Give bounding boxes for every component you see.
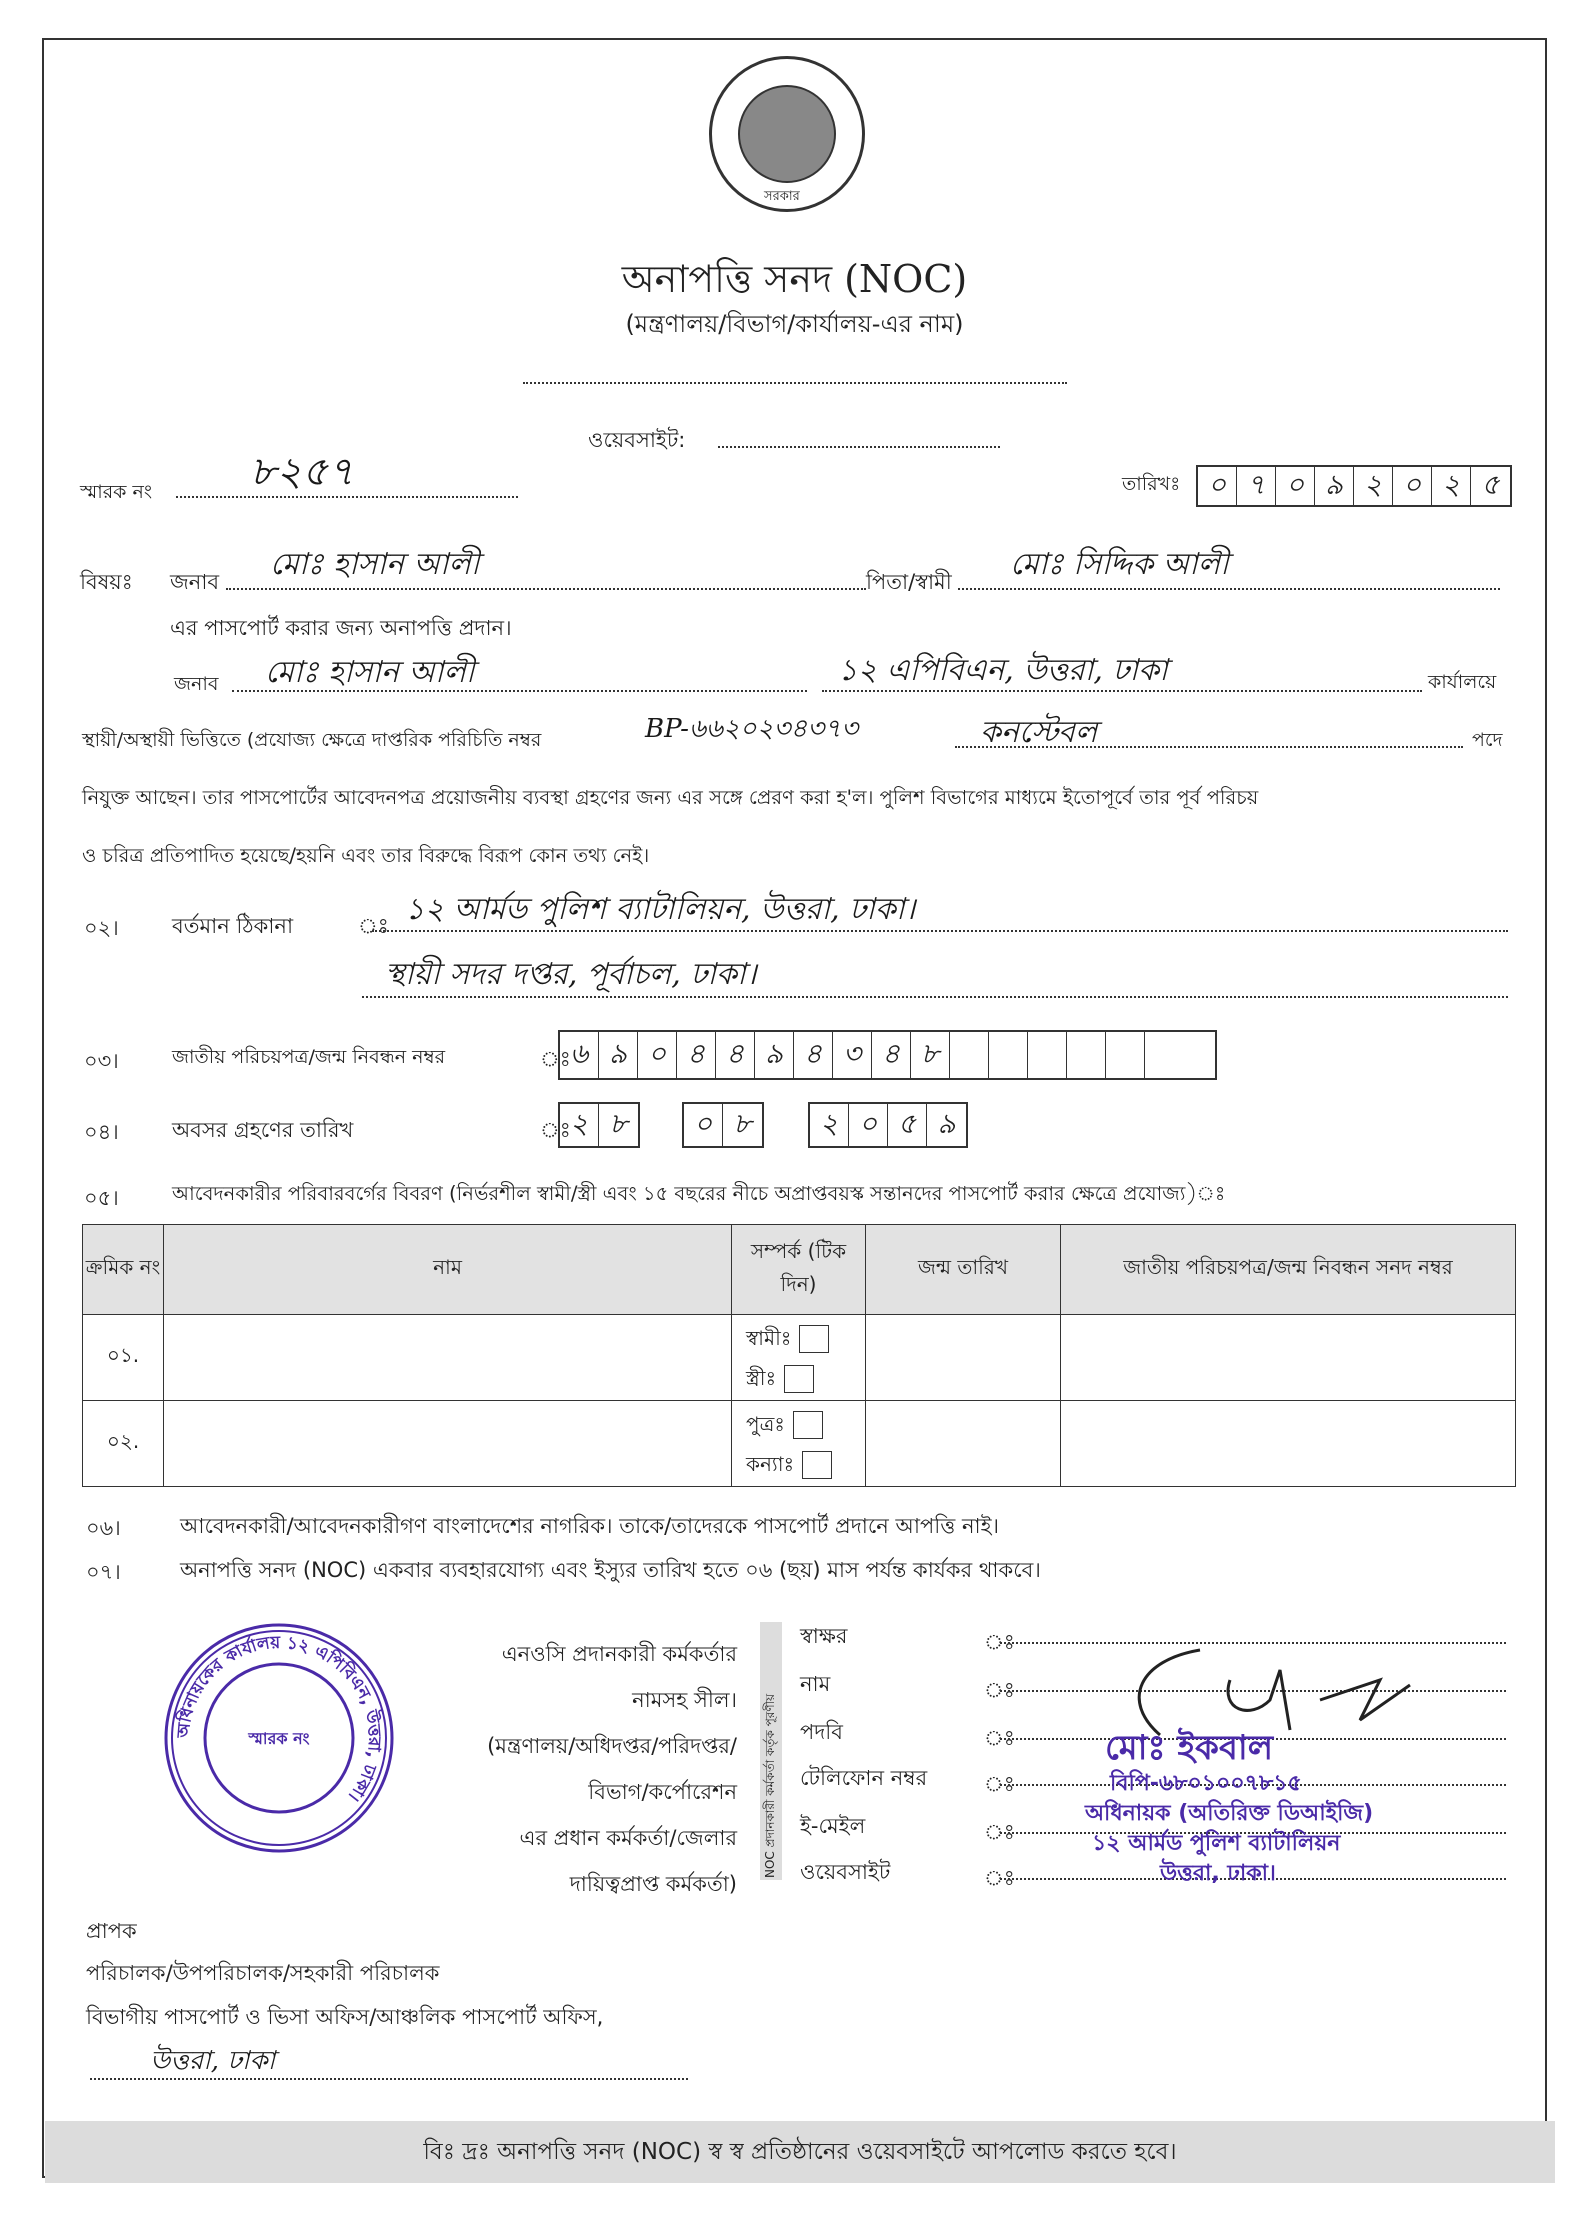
digit: ২	[560, 1104, 599, 1146]
item-number: ০৬।	[86, 1516, 121, 1540]
retirement-day-boxes	[558, 1102, 640, 1148]
digit	[950, 1032, 989, 1078]
seal-text: সরকার	[764, 189, 800, 204]
present-address: ১২ আর্মড পুলিশ ব্যাটালিয়ন, উত্তরা, ঢাকা।	[405, 892, 916, 927]
stamp-text-wrapper	[173, 1633, 385, 1805]
digit: ৪	[677, 1032, 716, 1078]
digit	[989, 1032, 1028, 1078]
family-details-label: আবেদনকারীর পরিবারবর্গের বিবরণ (নির্ভরশীল স্বামী/স্ত্রী এবং ১৫ বছরের নীচে অপ্রাপ্তবয়স্ক সন্তানদের পাসপোর্ট করার ক্ষেত্রে প্রযোজ্য)ঃ	[172, 1182, 1226, 1205]
page-title: অনাপত্তি সনদ (NOC)	[621, 257, 968, 301]
field-label: স্বাক্ষর	[800, 1624, 848, 1648]
item-number: ০২।	[84, 916, 119, 940]
recipient-line: বিভাগীয় পাসপোর্ট ও ভিসা অফিস/আঞ্চলিক পাসপোর্ট অফিস,	[86, 2005, 604, 2029]
colon: ঃ	[984, 1630, 1015, 1654]
father-name: মোঃ সিদ্দিক আলী	[1010, 547, 1229, 582]
col-nid: জাতীয় পরিচয়পত্র/জন্ম নিবন্ধন সনদ নম্বর	[1061, 1225, 1516, 1315]
digit: ০	[1276, 467, 1315, 505]
colon: ঃ	[984, 1726, 1015, 1750]
relation-label: স্বামীঃ	[746, 1325, 792, 1350]
janab-label: জনাব	[170, 570, 220, 594]
date-label: তারিখঃ	[1122, 473, 1181, 495]
stamp-line: অধিনায়ক (অতিরিক্ত ডিআইজি)	[1085, 1801, 1374, 1826]
nid-cell[interactable]	[1061, 1315, 1516, 1401]
digit: ৮	[733, 1106, 752, 1140]
strip-text: NOC প্রদানকারী কর্মকর্তা কর্তৃক পূরণীয়	[763, 1693, 777, 1878]
digit: ০	[849, 1104, 888, 1146]
recipient-label: প্রাপক	[86, 1919, 137, 1943]
item-number: ০৭।	[86, 1560, 121, 1584]
memo-label: স্মারক নং	[80, 481, 153, 503]
office-suffix: কার্যালয়ে	[1428, 671, 1497, 693]
digit: ২	[1354, 467, 1393, 505]
office-round-stamp	[163, 1622, 395, 1854]
name-cell[interactable]	[164, 1315, 732, 1401]
text-line: (মন্ত্রণালয়/অধিদপ্তর/পরিদপ্তর/	[487, 1734, 737, 1758]
colon: ঃ	[358, 914, 389, 938]
relation-label: স্ত্রীঃ	[746, 1365, 777, 1390]
digit: ৫	[1481, 467, 1500, 501]
validity-statement: অনাপত্তি সনদ (NOC) একবার ব্যবহারযোগ্য এবং ইস্যুর তারিখ হতে ০৬ (ছয়) মাস পর্যন্ত কার্যকর থাকবে।	[180, 1558, 1041, 1582]
father-label: পিতা/স্বামী	[866, 570, 952, 594]
footer-note-bar	[45, 2121, 1555, 2183]
retirement-month-boxes	[682, 1102, 764, 1148]
field-label: টেলিফোন নম্বর	[800, 1766, 928, 1790]
office-name: ১২ এপিবিএন, উত্তরা, ঢাকা	[838, 653, 1168, 688]
text-line: এনওসি প্রদানকারী কর্মকর্তার	[501, 1642, 737, 1666]
digit: ৬	[560, 1032, 599, 1078]
digit: ৪	[872, 1032, 911, 1078]
son-checkbox[interactable]	[793, 1411, 823, 1439]
col-relation: সম্পর্ক (টিক দিন)	[732, 1225, 866, 1315]
table-row	[83, 1315, 1516, 1401]
date-boxes	[1196, 465, 1512, 507]
footer-note: বিঃ দ্রঃ অনাপত্তি সনদ (NOC) স্ব স্ব প্রতিষ্ঠানের ওয়েবসাইটে আপলোড করতে হবে।	[423, 2138, 1177, 2165]
wife-checkbox[interactable]	[784, 1365, 814, 1393]
relation-label: পুত্রঃ	[746, 1411, 785, 1436]
stamp-line: ১২ আর্মড পুলিশ ব্যাটালিয়ন	[1092, 1831, 1341, 1856]
dob-cell[interactable]	[866, 1315, 1061, 1401]
digit: ৯	[755, 1032, 794, 1078]
digit: ৩	[833, 1032, 872, 1078]
stamp-inner-text: স্মারক নং	[248, 1729, 310, 1748]
dob-cell[interactable]	[866, 1401, 1061, 1487]
page-subtitle: (মন্ত্রণালয়/বিভাগ/কার্যালয়-এর নাম)	[625, 310, 964, 338]
digit: ৮	[609, 1106, 628, 1140]
field-label: নাম	[800, 1672, 831, 1696]
colon: ঃ	[984, 1866, 1015, 1890]
ministry-name-line	[523, 382, 1067, 384]
relation-cell	[732, 1401, 866, 1487]
service-line: স্থায়ী/অস্থায়ী ভিত্তিতে (প্রযোজ্য ক্ষেত্রে দাপ্তরিক পরিচিতি নম্বর	[82, 729, 542, 751]
table-row	[83, 1401, 1516, 1487]
col-name: নাম	[164, 1225, 732, 1315]
text-line: দায়িত্বপ্রাপ্ত কর্মকর্তা)	[569, 1872, 737, 1896]
applicant-name: মোঃ হাসান আলী	[265, 655, 475, 690]
field-label: ই-মেইল	[800, 1814, 866, 1838]
colon: ঃ	[540, 1118, 571, 1142]
stamp-line: বিপি-৬৮০১০০৭৮১৫	[1110, 1771, 1302, 1796]
digit: ০	[1393, 467, 1432, 505]
subject-line: এর পাসপোর্ট করার জন্য অনাপত্তি প্রদান।	[170, 616, 512, 640]
item-number: ০৪।	[84, 1120, 119, 1144]
digit: ৪	[794, 1032, 833, 1078]
digit	[1067, 1032, 1106, 1078]
post-name: কনস্টেবল	[980, 715, 1098, 750]
field-label: ওয়েবসাইট	[800, 1860, 891, 1884]
nid-boxes	[558, 1030, 1217, 1080]
body-paragraph: ও চরিত্র প্রতিপাদিত হয়েছে/হয়নি এবং তার বিরুদ্ধে বিরূপ কোন তথ্য নেই।	[82, 844, 650, 867]
stamp-name: মোঃ ইকবাল	[1105, 1728, 1274, 1768]
table-header	[83, 1225, 1516, 1315]
digit: ৯	[1315, 467, 1354, 505]
family-table	[82, 1224, 1516, 1487]
serial: ০১.	[83, 1315, 164, 1401]
item-number: ০৫।	[84, 1186, 119, 1210]
col-serial: ক্রমিক নং	[83, 1225, 164, 1315]
relation-cell	[732, 1315, 866, 1401]
digit: ৯	[599, 1032, 638, 1078]
colon: ঃ	[984, 1820, 1015, 1844]
memo-number: ৮২৫৭	[250, 449, 354, 495]
nid-label: জাতীয় পরিচয়পত্র/জন্ম নিবন্ধন নম্বর	[172, 1046, 446, 1068]
text-line: বিভাগ/কর্পোরেশন	[588, 1780, 737, 1804]
present-address-label: বর্তমান ঠিকানা	[172, 914, 294, 938]
recipient-line: পরিচালক/উপপরিচালক/সহকারী পরিচালক	[86, 1961, 440, 1985]
digit: ২	[810, 1104, 849, 1146]
digit: ২	[1432, 467, 1471, 505]
website-label: ওয়েবসাইট:	[588, 428, 686, 452]
digit: ৯	[937, 1106, 956, 1140]
digit	[1106, 1032, 1145, 1078]
field-label: পদবি	[800, 1720, 843, 1744]
recipient-office: উত্তরা, ঢাকা	[150, 2046, 276, 2076]
citizenship-statement: আবেদনকারী/আবেদনকারীগণ বাংলাদেশের নাগরিক। তাকে/তাদেরকে পাসপোর্ট প্রদানে আপত্তি নাই।	[180, 1514, 1000, 1538]
vertical-strip	[760, 1622, 782, 1880]
janab-label: জনাব	[174, 673, 219, 695]
husband-checkbox[interactable]	[799, 1325, 829, 1353]
stamp-text: অধিনায়কের কার্যালয় ১২ এপিবিএন, উত্তরা, ঢাকা।	[173, 1632, 385, 1806]
stamp-line: উত্তরা, ঢাকা।	[1160, 1861, 1276, 1886]
colon: ঃ	[984, 1678, 1015, 1702]
digit: ৪	[716, 1032, 755, 1078]
text-line: এর প্রধান কর্মকর্তা/জেলার	[519, 1826, 737, 1850]
item-number: ০৩।	[84, 1049, 119, 1073]
retirement-date-label: অবসর গ্রহণের তারিখ	[172, 1118, 354, 1142]
digit: ৮	[911, 1032, 950, 1078]
official-id: BP-৬৬২০২৩৪৩৭৩	[645, 714, 858, 744]
col-dob: জন্ম তারিখ	[866, 1225, 1061, 1315]
applicant-name: মোঃ হাসান আলী	[270, 547, 480, 582]
website-line	[718, 446, 1000, 448]
retirement-year-boxes	[808, 1102, 968, 1148]
government-seal	[709, 56, 865, 212]
daughter-checkbox[interactable]	[802, 1451, 832, 1479]
digit: ০	[1198, 467, 1237, 505]
post-suffix: পদে	[1472, 729, 1503, 751]
colon: ঃ	[984, 1772, 1015, 1796]
body-paragraph: নিযুক্ত আছেন। তার পাসপোর্টের আবেদনপত্র প্রয়োজনীয় ব্যবস্থা গ্রহণের জন্য এর সঙ্গে প্রেরণ করা হ'ল। পুলিশ বিভাগের মাধ্যমে ইতোপূর্বে তার পূর্ব পরিচয়	[82, 786, 1259, 809]
serial: ০২.	[83, 1401, 164, 1487]
digit: ০	[684, 1104, 723, 1146]
subject-label: বিষয়ঃ	[80, 570, 133, 594]
text-line: নামসহ সীল।	[632, 1688, 737, 1712]
digit	[1145, 1032, 1215, 1078]
present-address: স্থায়ী সদর দপ্তর, পূর্বাচল, ঢাকা।	[385, 957, 757, 992]
digit: ০	[638, 1032, 677, 1078]
name-cell[interactable]	[164, 1401, 732, 1487]
nid-cell[interactable]	[1061, 1401, 1516, 1487]
digit: ৭	[1237, 467, 1276, 505]
digit	[1028, 1032, 1067, 1078]
colon: ঃ	[540, 1047, 571, 1071]
relation-label: কন্যাঃ	[746, 1451, 795, 1476]
digit: ৫	[888, 1104, 927, 1146]
